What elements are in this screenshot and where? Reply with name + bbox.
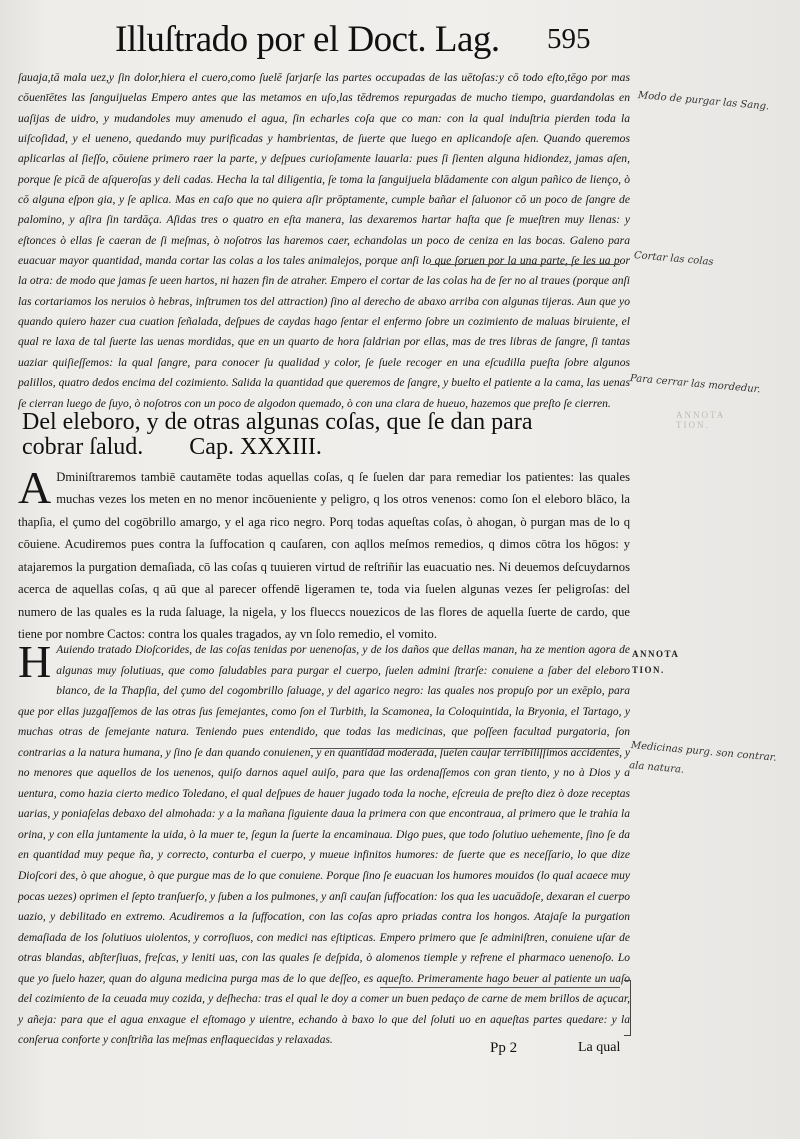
bleed-through-text: ANNOTA TION.: [676, 410, 725, 430]
pen-underline: [430, 264, 620, 265]
handwritten-note: Para cerrar las mordedur.: [629, 373, 761, 396]
paragraph-leeches: [18, 68, 630, 414]
page-header: [95, 18, 615, 66]
printed-margin-note: ANNOTA TION.: [632, 649, 679, 675]
drop-capital: A: [18, 462, 52, 513]
paragraph-dioscorides: [18, 462, 630, 646]
signature-mark: Pp 2: [490, 1040, 518, 1056]
paragraph-text: Auiendo tratado Dioſcorides, de las coſas tenidas por uenenoſas, y de los daños que dellas manan, ha ze mention agora de algunas muy ſolutiuas, que como ſaludables para purgar el cuerpo, ſuelen admini ſtrarſe: conuiene a ſaber del eleboro blanco, de la Thapſia, del çumo del cogombrillo ſaluage, y del agarico negro: las quales nos propuſo por un exēplo, para que por ellas juzgaſſemos de las otras ſus ſemejantes, como ſon el Turbith, la Scamonea, la Coloquintida, la Bryonia, el Tartago, y muchas otras de ſemejante natura. Teniendo pues entendido, que todas las medicinas, que poſſeen facultad purgatoria, ſon contrarias a la natura humana, y ſino ſe dan quando conuienen, y en quantidad moderada, ſuelen cauſar terribiliſſimos accidentes, y no menores que aquellos de los uenenos, quiſo darnos aquel auiſo, para que las ordenaſſemos con gran tiento, y no à Dios y a uentura, como hazia cierto medico Toledano, el qual deſpues de hauer jugado toda la noche, eſcreuia de preſto diez ò doze receptas uarias, y poniaſelas debaxo del almohada: y a la mañana ſiguiente daua la primera con que encontraua, al primero que le trahia la orina, y con ella juntamente la uida, ò la muer te, ſegun la ſuerte la encaminaua. Digo pues, que todo ſolutiuo uehemente, ſino ſe da en quantidad muy peque ña, y correcto, conturba el cuerpo, y mueue infinitos humores: de ſuerte que es neceſſario, lo que dize Dioſcori des, ò que ahogue, ò que purgue mas de lo que conuiene. Porque ſino ſe euacuan los humores mouidos (lo qual acaece muy pocas uezes) oprimen el ſepto tranſuerſo, y ſuben a los pulmones, y anſi cauſan ſuffocation: los qua les uacuādoſe, dexaran el cuerpo uazio, y debilitado en extremo. Acudiremos a la ſuffocation, con las coſas apro priadas contra los hongos. Atajaſe la purgation demaſiada de los ſolutiuos uiolentos, y corroſiuos, con medici nas eſtipticas. Empero primero que ſe adminiſtren, conuiene uſar de otras blandas, abſterſiuas, freſcas, y leniti uas, con las quales ſe deſpida, ò alomenos tiemple y refrene el pharmaco uenenoſo. Lo que yo ſuelo hazer, quan do alguna medicina purga mas de lo que deſſeo, es aqueſto. Primeramente hago beuer al patiente un uaſo del cozimiento de la ceuada muy cozida, y deſhecha: tras el qual le doy a comer un buen pedaço de carne de mem brillos de açucar, y añeja: para que el agua enxague el eſtomago y uientre, echando à baxo lo que del ſoluti uo en aqueſtas partes quedare: y la conſerua conforte y conſtriña las meſmas enflaquecidas y relaxadas.: [18, 644, 630, 1047]
handwritten-note: Modo de purgar las Sang.: [637, 90, 770, 113]
drop-capital: H: [18, 636, 52, 687]
paragraph-text: Dminiſtraremos tambiē cautamēte todas aquellas coſas, q ſe ſuelen dar para remediar los patientes: las quales muchas vezes los meten en no menor incōueniente y peligro, q los otros venenos: como ſon el eleboro blāco, la thapſia, el çumo del cogōbrillo amargo, y el aga rico negro. Porq todas aqueſtas coſas, ò ahogan, ò purgan mas de lo q cōuiene. Acudiremos pues contra la ſuffocation q cauſaren, con aqllos meſmos remedios, q dimos cōtra los hōgos: y atajaremos la purgation demaſiada, cō las coſas q tuuieren virtud de reſtriñir las euacuatio nes. Ni deuemos deſcuydarnos acerca de aquellas coſas, q aū que al parecer offendē ligeramen te, toda via ſuelen algunas vezes ſer peligroſas: del numero de las quales es la ruda ſaluage, la nigela, y los flueccs nouezicos de las flores de aquella ſuerte de cardo, que tiene por nombre Cactos: contra los quales tragados, ay vn ſolo remedio, el vomito.: [18, 470, 630, 642]
chapter-heading-line2: cobrar ſalud.: [22, 434, 144, 460]
handwritten-note: Medicinas purg. son contrar. ala natura.: [628, 740, 777, 776]
pen-underline: [380, 987, 620, 988]
paragraph-text: ſauaja,tā mala uez,y ſin dolor,hiera el cuero,como ſuelē ſarjarſe las partes occupadas de las uētoſas:y cō todo eſto,tēgo por mas cōuenīētes las ſanguijuelas Empero antes que las metamos en uſo,las tēdremos repurgadas de mucho tiempo, guardandolas en uaſijas de uidro, y mudandoles muy amenudo el agua, ſin echarles coſa que co man: con la qual induſtria pierden toda la uiſcoſidad, y el ueneno, quedando muy purificadas y hambrientas, de ſuerte que luego en aplicandoſe aſen. Quando queremos aplicarlas al ſieſſo, cōuiene primero raer la parte, y deſpues curioſamente lauarla: pues ſi ſienten alguna hidiondez, jamas aſen, porque ſe picā de aſqueroſas y deli cadas. Hecha la tal diligentia, ſe toma la ſanguijuela blādamente con algun pañico de lienço, ò cō alguna eſpon gia, y ſe aplica. Mas en caſo que no quiera aſir prōptamente, cumple bañar el ſaluonor cō un poco de ſangre de palomino, y aſira ſin tardāça. Aſidas tres o quatro en eſta manera, las dexaremos hartar haſta que ſe mueſtren muy llenas: y eſtonces ò ellas ſe caeran de ſi meſmas, ò noſotros las haremos caer, echandolas un poco de ceniza en las bocas. Galeno para euacuar mayor quantidad, manda cortar las colas a los tales animalejos, porque anſi lo que ſoruen por la una parte, ſe les ua por la otra: de modo que jamas ſe ueen hartos, ni hazen fin de atraher. Empero el cortar de las colas ha de ſer no al traues (porque anſi las cortariamos los neruios ò hebras, inſtrumen tos del attraction) ſino al derecho de abaxo arriba con algunas tijeras. Aun que yo quando quiero hazer cua cuation ſeñalada, deſpues de caydas hago ſentar el enfermo ſobre un cozimiento de maluas biruiente, el qual re laxa de tal ſuerte las uenas mordidas, que en un quarto de hora ſaldrian por ellas, mas de tres libras de ſangre, ſi tantas uaziar quiſieſſemos: la qual ſangre, para conocer ſu qualidad y color, ſe ſuele recoger en una eſcudilla pueſta ſobre algunos palillos, quatro dedos encima del cozimiento. Salida la quantidad que queremos de ſangre, y buelto el patiente a la cama, las uenas ſe cierran luego de ſuyo, ò noſotros con un poco de algodon quemado, ò con una clara de hueuo, hazemos que preſto ſe cierren.: [18, 71, 630, 410]
catchword: La qual: [578, 1040, 621, 1055]
chapter-heading-line1: Del eleboro, y de otras algunas coſas, que ſe dan para: [22, 409, 533, 435]
paragraph-annotation: [18, 636, 630, 1051]
chapter-number: Cap. XXXIII.: [189, 434, 322, 460]
running-title: Illuſtrado por el Doct. Lag.: [115, 19, 500, 60]
chapter-heading: [22, 410, 622, 460]
handwritten-note: Cortar las colas: [633, 250, 714, 268]
pen-underline: [310, 748, 620, 749]
page-number: 595: [547, 23, 591, 55]
margin-bracket: [624, 980, 631, 1036]
